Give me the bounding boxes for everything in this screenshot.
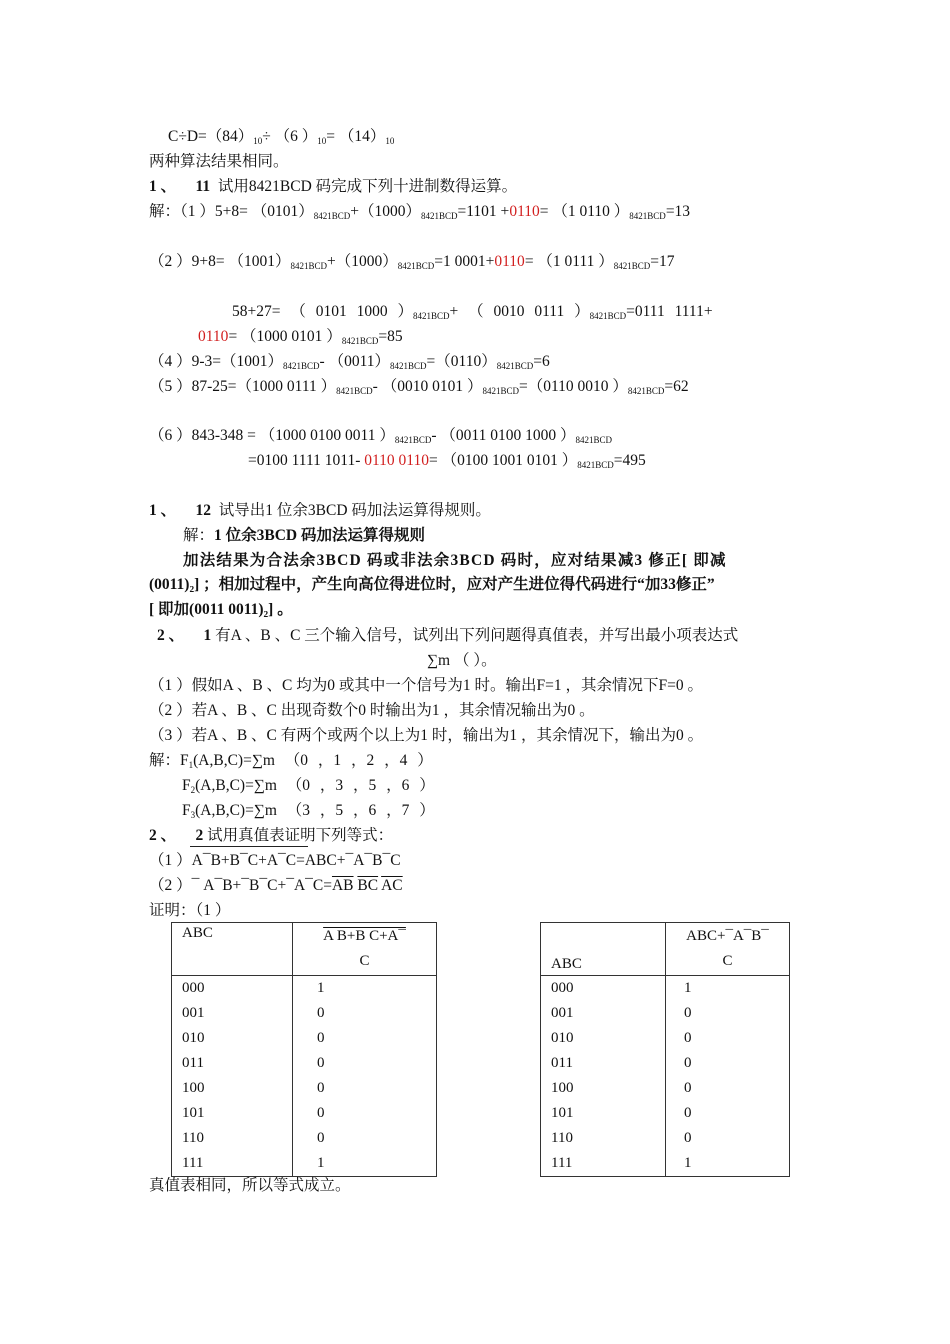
question-subnumber: 11 [195, 178, 211, 195]
question-subnumber: 2 [195, 827, 204, 844]
header-abc: ABC [541, 923, 666, 976]
condition-1: （1 ）假如A 、B 、C 均为0 或其中一个信号为1 时。输出F=1 ，其余情况下F=0 。 [149, 677, 703, 694]
cell: 0 [666, 1001, 790, 1026]
table-row [172, 1101, 437, 1126]
truth-table-right [540, 922, 790, 1177]
answer-6-cont [248, 451, 646, 475]
subscript: 2 [190, 785, 196, 795]
text: $\overline{AB}$ [331, 877, 354, 894]
table-row [172, 976, 437, 1002]
text: 58+27= （ 0101 1000 ） [232, 303, 413, 320]
question-text: 试导出1 位余3BCD 码加法运算得规则。 [218, 502, 491, 519]
text: =495 [613, 452, 646, 469]
text: （1 ） [149, 852, 192, 869]
text: F [182, 802, 191, 819]
text: 1 位余3BCD 码加法运算得规则 [214, 527, 425, 544]
subscript: 8421BCD [283, 361, 320, 371]
question-2-2 [149, 826, 393, 846]
formula-f1 [149, 751, 433, 775]
formula-f3 [182, 801, 435, 825]
subscript: 8421BCD [496, 361, 534, 371]
text: + （ 0010 0111 ） [449, 303, 590, 320]
question-text: 有A 、B 、C 三个输入信号，试列出下列问题得真值表，并写出最小项表达式 [215, 627, 739, 644]
cell: 100 [541, 1076, 666, 1101]
cell: 001 [172, 1001, 293, 1026]
cell: 0 [293, 1076, 437, 1101]
table-row [172, 1076, 437, 1101]
question-1-11 [149, 177, 517, 197]
subscript: 1 [188, 760, 194, 770]
text: $\overline{BC}$ [357, 877, 379, 894]
cell: 101 [541, 1101, 666, 1126]
table-header [172, 923, 437, 976]
text: +（1000） [350, 203, 421, 220]
subscript: 8421BCD [627, 386, 665, 396]
text: = （1 0110 ） [539, 203, 630, 220]
text: C [722, 953, 733, 969]
correction-value: 0110 0110 [364, 452, 429, 469]
answer-4 [149, 352, 550, 376]
text: =0100 1111 1011- [248, 452, 365, 469]
text: =85 [378, 328, 403, 345]
table-row [541, 1101, 790, 1126]
equation-2 [149, 876, 403, 896]
cell: 101 [172, 1101, 293, 1126]
equation-1 [149, 851, 401, 871]
subscript: 8421BCD [390, 361, 427, 371]
table-row [172, 1126, 437, 1151]
correction-value: 0110 [509, 203, 540, 220]
formula-f2 [182, 776, 435, 800]
subscript: 8421BCD [589, 311, 627, 321]
text: =6 [533, 353, 550, 370]
table-row [172, 1026, 437, 1051]
line-c-div-d [168, 127, 394, 151]
cell: 0 [666, 1026, 790, 1051]
text: = （14） [326, 128, 386, 145]
cell: 1 [293, 1151, 437, 1177]
subscript: 8421BCD [613, 261, 651, 271]
subscript: 8421BCD [313, 211, 351, 221]
cell: 1 [666, 976, 790, 1002]
correction-value: 0110 [494, 253, 525, 270]
cell: 001 [541, 1001, 666, 1026]
table-header [541, 923, 790, 976]
table-row [541, 1026, 790, 1051]
subscript: 8421BCD [290, 261, 327, 271]
proof-label: 证明：（1 ） [149, 902, 231, 919]
text: 解：（1 ）5+8= （0101） [149, 203, 314, 220]
text: = （1 0111 ） [524, 253, 614, 270]
question-number: 1 、 [149, 178, 177, 195]
subscript: 8421BCD [394, 435, 432, 445]
answer-1 [149, 202, 690, 226]
subscript: 8421BCD [421, 211, 458, 221]
correction-value: 0110 [198, 328, 229, 345]
text: =0111 1111+ [626, 303, 713, 320]
table-row [541, 1001, 790, 1026]
text: =17 [650, 253, 675, 270]
cell: 0 [293, 1001, 437, 1026]
cell: 0 [666, 1126, 790, 1151]
table-row [541, 976, 790, 1002]
cell: 100 [172, 1076, 293, 1101]
text: （6 ）843-348 = （1000 0100 0011 ） [149, 427, 395, 444]
question-text: 试用真值表证明下列等式： [207, 827, 394, 844]
text: - （0011 0100 1000 ） [431, 427, 576, 444]
subscript: 8421BCD [341, 336, 379, 346]
subscript: 10 [253, 136, 263, 146]
conclusion-text: 真值表相同，所以等式成立。 [149, 1177, 351, 1194]
cell: 110 [172, 1126, 293, 1151]
question-1-12 [149, 501, 491, 521]
same-result-text: 两种算法结果相同。 [149, 153, 289, 170]
subscript: 8421BCD [575, 435, 612, 445]
question-2-1-cont: ∑m （ ）。 [427, 652, 497, 669]
table-row [541, 1151, 790, 1177]
text: =62 [664, 378, 689, 395]
cell: 000 [541, 976, 666, 1002]
table-row [541, 1076, 790, 1101]
cell: 011 [541, 1051, 666, 1076]
text: = （1000 0101 ） [228, 328, 342, 345]
cell: 0 [293, 1051, 437, 1076]
answer-5 [149, 377, 689, 401]
table-row [541, 1126, 790, 1151]
subscript: 8421BCD [412, 311, 450, 321]
text: (A,B,C)=∑m （0 ，3 ，5 ，6 ） [195, 777, 435, 794]
header-expression [666, 923, 790, 976]
text: =13 [665, 203, 691, 220]
subscript: 8421BCD [577, 460, 614, 470]
question-subnumber: 12 [195, 502, 212, 519]
solution-1-12-line1: 加法结果为合法余3BCD 码或非法余3BCD 码时，应对结果减3 修正[ 即减 [183, 552, 727, 569]
cell: 110 [541, 1126, 666, 1151]
condition-3: （3 ）若A 、B 、C 有两个或两个以上为1 时，输出为1 ，其余情况下，输出为0 。 [149, 727, 704, 744]
text: （5 ）87-25=（1000 0111 ） [149, 378, 337, 395]
text: ABC+¯A¯B¯ [686, 928, 769, 944]
text: $\overline{AC}$ [381, 877, 403, 894]
solution-1-12-line3: [ 即加(0011 0011)₂] 。 [149, 601, 293, 618]
cell: 111 [172, 1151, 293, 1177]
cell: 0 [666, 1051, 790, 1076]
cell: 1 [666, 1151, 790, 1177]
solution-1-12-line2: (0011)₂] ；相加过程中，产生向高位得进位时，应对产生进位得代码进行“加33修正” [149, 576, 715, 593]
text: =1 0001+ [434, 253, 495, 270]
text: （2 ）¯ A¯B+¯B¯C+¯A¯C= [149, 877, 332, 894]
text: (A,B,C)=∑m （3 ，5 ，6 ，7 ） [195, 802, 435, 819]
question-subnumber: 1 [203, 627, 212, 644]
text: - （0010 0101 ） [372, 378, 483, 395]
cell: 010 [172, 1026, 293, 1051]
subscript: 8421BCD [397, 261, 435, 271]
header-abc: ABC [172, 923, 293, 976]
overline-bar [190, 846, 308, 847]
cell: 000 [172, 976, 293, 1002]
question-text: 试用8421BCD 码完成下列十进制数得运算。 [217, 178, 518, 195]
cell: 011 [172, 1051, 293, 1076]
table-row [541, 1051, 790, 1076]
text: F [180, 752, 189, 769]
answer-2 [149, 252, 675, 276]
text: ÷ （6 ） [262, 128, 318, 145]
cell: 0 [666, 1101, 790, 1126]
table-row [172, 1151, 437, 1177]
subscript: 8421BCD [482, 386, 519, 396]
question-number: 2 、 [149, 827, 177, 844]
text: = （0100 1001 0101 ） [428, 452, 578, 469]
cell: 0 [293, 1126, 437, 1151]
text: （4 ）9-3=（1001） [149, 353, 284, 370]
answer-6 [149, 426, 612, 450]
text: 解： [149, 752, 181, 769]
subscript: 10 [385, 136, 395, 146]
text: - （0011） [319, 353, 391, 370]
question-number: 2 、 [157, 627, 185, 644]
question-2-1 [157, 626, 738, 646]
text: A¯B+B¯C+A¯C=ABC+¯A¯B¯C [191, 852, 401, 869]
text: =1101 + [457, 203, 510, 220]
text: F [182, 777, 191, 794]
text: C [359, 953, 370, 969]
answer-3 [232, 302, 713, 326]
cell: 010 [541, 1026, 666, 1051]
truth-table-left [171, 922, 437, 1177]
text: C÷D=（84） [168, 128, 254, 145]
question-number: 1 、 [149, 502, 177, 519]
table-row [172, 1051, 437, 1076]
cell: 0 [293, 1026, 437, 1051]
cell: 0 [293, 1101, 437, 1126]
cell: 1 [293, 976, 437, 1002]
solution-1-12-title [183, 526, 425, 546]
text: A B+B C+A¯ [323, 928, 406, 944]
text: 解： [183, 527, 215, 544]
subscript: 8421BCD [336, 386, 373, 396]
table-row [172, 1001, 437, 1026]
text: +（1000） [327, 253, 398, 270]
subscript: 10 [317, 136, 327, 146]
cell: 111 [541, 1151, 666, 1177]
condition-2: （2 ）若A 、B 、C 出现奇数个0 时输出为1 ，其余情况输出为0 。 [149, 702, 595, 719]
answer-3-cont [198, 327, 403, 351]
text: (A,B,C)=∑m （0 ，1 ，2 ，4 ） [193, 752, 433, 769]
text: =（0110） [426, 353, 497, 370]
subscript: 3 [190, 810, 196, 820]
subscript: 8421BCD [629, 211, 666, 221]
text: =（0110 0010 ） [518, 378, 628, 395]
text: （2 ）9+8= （1001） [149, 253, 291, 270]
header-expression [293, 923, 437, 976]
cell: 0 [666, 1076, 790, 1101]
